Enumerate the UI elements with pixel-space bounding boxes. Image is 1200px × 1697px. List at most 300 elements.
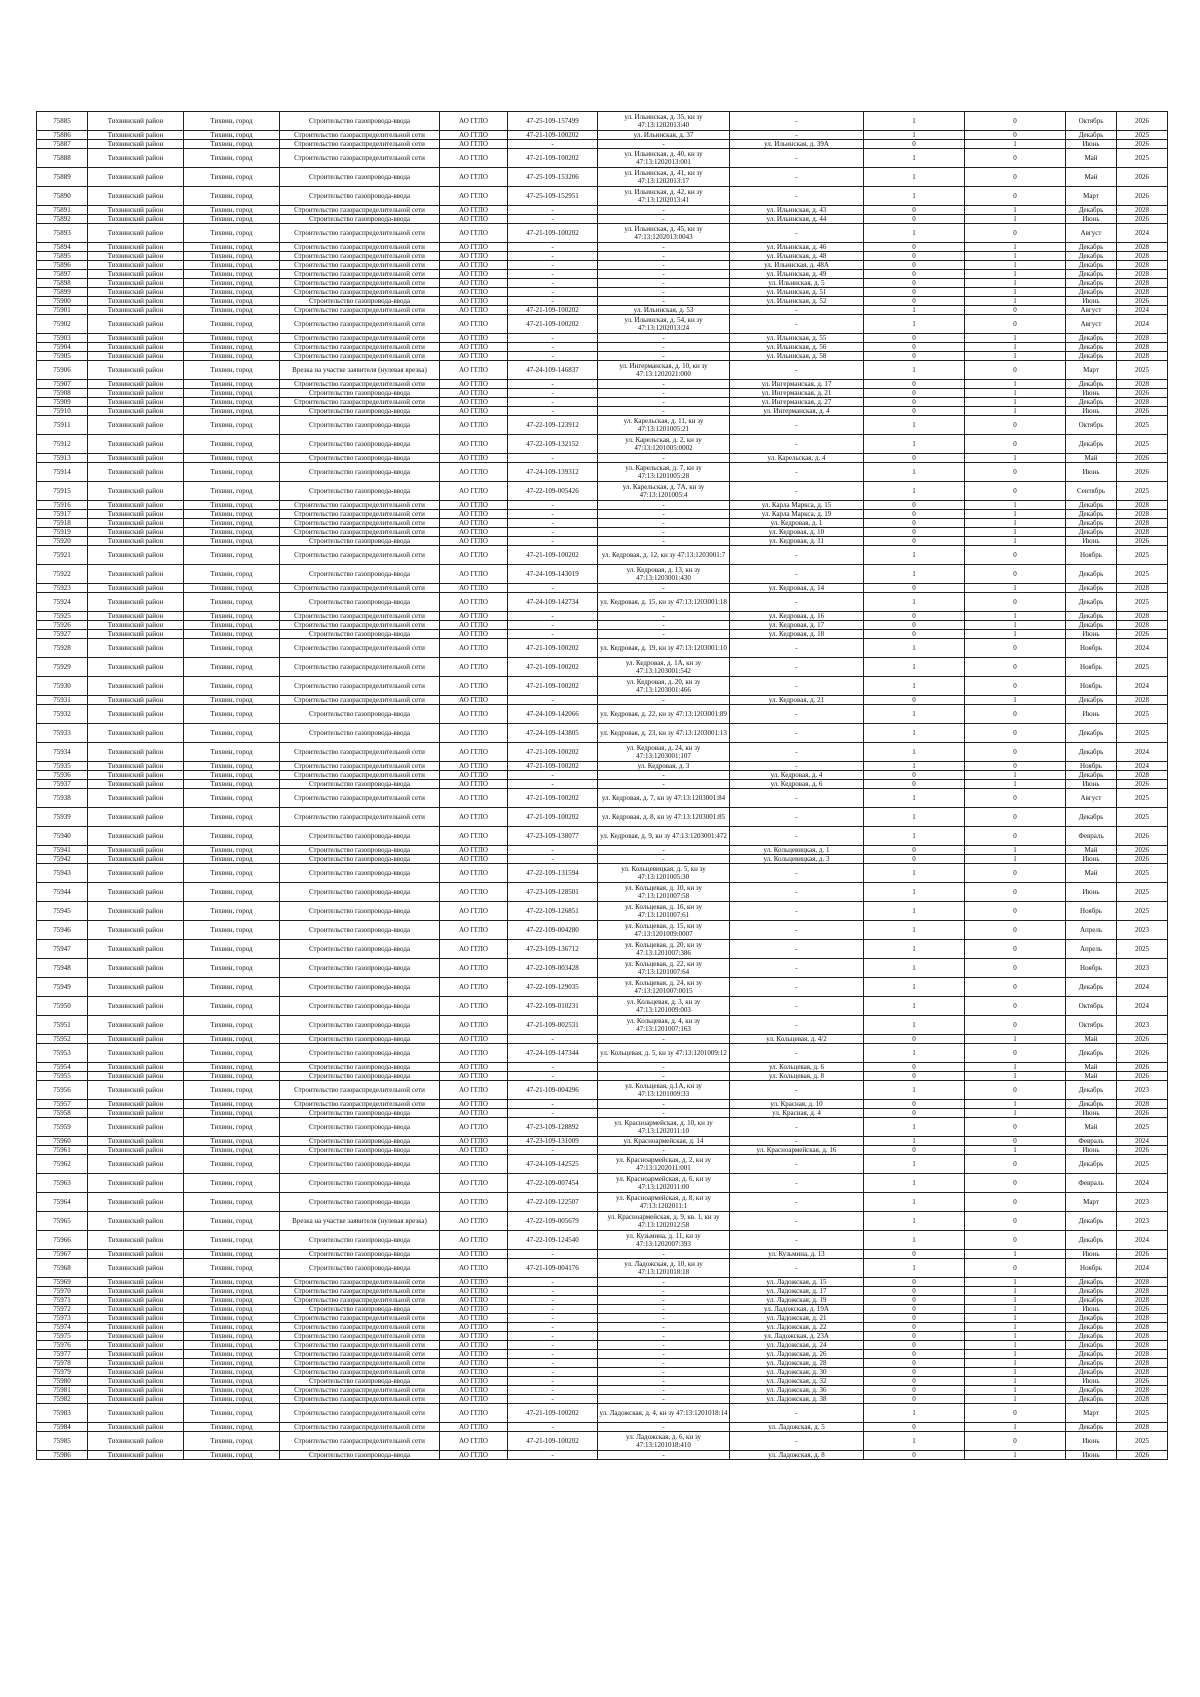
plan-flag-cell: 0 [864,215,965,224]
table-row [37,658,1168,677]
pending-flag-cell: 0 [965,940,1066,959]
settlement-cell: Тихвин, город [184,528,280,537]
year-cell: 2024 [1117,1231,1168,1250]
month-cell: Декабрь [1066,565,1117,584]
table-row [37,1146,1168,1155]
month-cell: Декабрь [1066,206,1117,215]
month-cell: Июнь [1066,215,1117,224]
district-cell: Тихвинский район [88,724,184,743]
request-number-cell: - [508,1350,598,1359]
table-row [37,435,1168,454]
settlement-cell: Тихвин, город [184,288,280,297]
district-cell: Тихвинский район [88,243,184,252]
address-cell: - [730,1118,864,1137]
request-number-cell: - [508,1287,598,1296]
district-cell: Тихвинский район [88,1137,184,1146]
address-cadastral-cell: - [598,1063,730,1072]
row-id-cell: 75939 [37,808,88,827]
plan-flag-cell: 1 [864,705,965,724]
year-cell: 2024 [1117,639,1168,658]
table-row [37,501,1168,510]
row-id-cell: 75983 [37,1404,88,1423]
address-cell: - [730,705,864,724]
row-id-cell: 75885 [37,112,88,131]
address-cadastral-cell: ул. Красноармейская, д. 2, кн зу 47:13:1202011:001 [598,1155,730,1174]
address-cadastral-cell: - [598,1423,730,1432]
year-cell: 2026 [1117,1305,1168,1314]
row-id-cell: 75950 [37,997,88,1016]
month-cell: Июнь [1066,1109,1117,1118]
address-cell: ул. Ингерманская, д. 4 [730,407,864,416]
work-type-cell: Строительство газораспределительной сети [280,352,440,361]
month-cell: Май [1066,1063,1117,1072]
organization-cell: АО ГГЛО [440,864,508,883]
address-cadastral-cell: - [598,243,730,252]
year-cell: 2028 [1117,252,1168,261]
year-cell: 2026 [1117,407,1168,416]
request-number-cell: 47-21-109-100202 [508,658,598,677]
request-number-cell: - [508,334,598,343]
plan-flag-cell: 1 [864,1404,965,1423]
plan-flag-cell: 1 [864,959,965,978]
address-cell: - [730,112,864,131]
pending-flag-cell: 1 [965,215,1066,224]
request-number-cell: - [508,1305,598,1314]
month-cell: Август [1066,315,1117,334]
month-cell: Декабрь [1066,1368,1117,1377]
settlement-cell: Тихвин, город [184,1100,280,1109]
pending-flag-cell: 1 [965,696,1066,705]
request-number-cell: - [508,243,598,252]
settlement-cell: Тихвин, город [184,1259,280,1278]
organization-cell: АО ГГЛО [440,1250,508,1259]
pending-flag-cell: 1 [965,1323,1066,1332]
address-cell: - [730,168,864,187]
plan-flag-cell: 1 [864,864,965,883]
settlement-cell: Тихвин, город [184,1395,280,1404]
row-id-cell: 75981 [37,1386,88,1395]
year-cell: 2025 [1117,1118,1168,1137]
work-type-cell: Строительство газораспределительной сети [280,510,440,519]
table-row [37,1155,1168,1174]
address-cadastral-cell: - [598,279,730,288]
pending-flag-cell: 1 [965,501,1066,510]
work-type-cell: Строительство газопровода-ввода [280,389,440,398]
month-cell: Июнь [1066,883,1117,902]
pending-flag-cell: 0 [965,959,1066,978]
plan-flag-cell: 0 [864,206,965,215]
request-number-cell: - [508,206,598,215]
year-cell: 2028 [1117,1341,1168,1350]
pending-flag-cell: 1 [965,519,1066,528]
request-number-cell: - [508,261,598,270]
district-cell: Тихвинский район [88,1451,184,1460]
settlement-cell: Тихвин, город [184,959,280,978]
request-number-cell: - [508,621,598,630]
plan-flag-cell: 0 [864,407,965,416]
work-type-cell: Строительство газопровода-ввода [280,565,440,584]
settlement-cell: Тихвин, город [184,1314,280,1323]
settlement-cell: Тихвин, город [184,519,280,528]
district-cell: Тихвинский район [88,454,184,463]
organization-cell: АО ГГЛО [440,827,508,846]
plan-flag-cell: 0 [864,1341,965,1350]
year-cell: 2028 [1117,1359,1168,1368]
table-row [37,1016,1168,1035]
work-type-cell: Строительство газораспределительной сети [280,131,440,140]
district-cell: Тихвинский район [88,206,184,215]
pending-flag-cell: 1 [965,261,1066,270]
organization-cell: АО ГГЛО [440,343,508,352]
table-row [37,1259,1168,1278]
district-cell: Тихвинский район [88,827,184,846]
row-id-cell: 75920 [37,537,88,546]
work-type-cell: Строительство газораспределительной сети [280,1081,440,1100]
year-cell: 2025 [1117,1155,1168,1174]
table-row [37,1118,1168,1137]
pending-flag-cell: 1 [965,407,1066,416]
plan-flag-cell: 0 [864,334,965,343]
address-cell: - [730,1016,864,1035]
address-cadastral-cell: - [598,1451,730,1460]
row-id-cell: 75978 [37,1359,88,1368]
table-row [37,297,1168,306]
district-cell: Тихвинский район [88,1100,184,1109]
request-number-cell: - [508,279,598,288]
plan-flag-cell: 1 [864,789,965,808]
row-id-cell: 75916 [37,501,88,510]
month-cell: Февраль [1066,1137,1117,1146]
row-id-cell: 75930 [37,677,88,696]
organization-cell: АО ГГЛО [440,501,508,510]
settlement-cell: Тихвин, город [184,762,280,771]
settlement-cell: Тихвин, город [184,978,280,997]
work-type-cell: Строительство газопровода-ввода [280,215,440,224]
address-cadastral-cell: ул. Кольцевицкая, д. 5, кн зу 47:13:1201005:30 [598,864,730,883]
settlement-cell: Тихвин, город [184,808,280,827]
table-row [37,416,1168,435]
district-cell: Тихвинский район [88,140,184,149]
table-row [37,389,1168,398]
year-cell: 2026 [1117,1044,1168,1063]
table-row [37,827,1168,846]
district-cell: Тихвинский район [88,1072,184,1081]
address-cell: - [730,658,864,677]
district-cell: Тихвинский район [88,252,184,261]
organization-cell: АО ГГЛО [440,416,508,435]
pending-flag-cell: 0 [965,1174,1066,1193]
address-cadastral-cell: ул. Кедровая, д. 7, кн зу 47:13:1203001:84 [598,789,730,808]
month-cell: Ноябрь [1066,677,1117,696]
row-id-cell: 75985 [37,1432,88,1451]
table-row [37,140,1168,149]
request-number-cell: - [508,528,598,537]
row-id-cell: 75936 [37,771,88,780]
month-cell: Май [1066,846,1117,855]
pending-flag-cell: 1 [965,1100,1066,1109]
work-type-cell: Строительство газопровода-ввода [280,1146,440,1155]
address-cadastral-cell: - [598,1109,730,1118]
district-cell: Тихвинский район [88,677,184,696]
month-cell: Декабрь [1066,435,1117,454]
address-cadastral-cell: ул. Ильинская, д. 35, кн зу 47:13:1202013:40 [598,112,730,131]
organization-cell: АО ГГЛО [440,1072,508,1081]
organization-cell: АО ГГЛО [440,1063,508,1072]
organization-cell: АО ГГЛО [440,846,508,855]
address-cell: - [730,1432,864,1451]
address-cadastral-cell: - [598,389,730,398]
request-number-cell: 47-22-109-003428 [508,959,598,978]
organization-cell: АО ГГЛО [440,131,508,140]
address-cadastral-cell: - [598,1146,730,1155]
year-cell: 2028 [1117,696,1168,705]
organization-cell: АО ГГЛО [440,398,508,407]
address-cell: ул. Карла Маркса, д. 15 [730,501,864,510]
settlement-cell: Тихвин, город [184,1386,280,1395]
district-cell: Тихвинский район [88,902,184,921]
organization-cell: АО ГГЛО [440,1423,508,1432]
organization-cell: АО ГГЛО [440,883,508,902]
address-cadastral-cell: - [598,454,730,463]
settlement-cell: Тихвин, город [184,1287,280,1296]
plan-flag-cell: 0 [864,1109,965,1118]
row-id-cell: 75928 [37,639,88,658]
table-row [37,1350,1168,1359]
district-cell: Тихвинский район [88,771,184,780]
settlement-cell: Тихвин, город [184,1368,280,1377]
work-type-cell: Строительство газораспределительной сети [280,306,440,315]
request-number-cell: - [508,846,598,855]
table-row [37,1081,1168,1100]
plan-flag-cell: 1 [864,1432,965,1451]
address-cadastral-cell: - [598,501,730,510]
district-cell: Тихвинский район [88,864,184,883]
address-cell: - [730,546,864,565]
request-number-cell: 47-24-109-143019 [508,565,598,584]
address-cell: ул. Ильинская, д. 48А [730,261,864,270]
work-type-cell: Строительство газораспределительной сети [280,252,440,261]
month-cell: Июнь [1066,140,1117,149]
address-cell: - [730,921,864,940]
district-cell: Тихвинский район [88,1278,184,1287]
pending-flag-cell: 0 [965,639,1066,658]
address-cell: - [730,762,864,771]
table-row [37,940,1168,959]
month-cell: Август [1066,306,1117,315]
organization-cell: АО ГГЛО [440,243,508,252]
row-id-cell: 75965 [37,1212,88,1231]
district-cell: Тихвинский район [88,352,184,361]
settlement-cell: Тихвин, город [184,1432,280,1451]
settlement-cell: Тихвин, город [184,1359,280,1368]
table-row [37,510,1168,519]
organization-cell: АО ГГЛО [440,1259,508,1278]
organization-cell: АО ГГЛО [440,1323,508,1332]
month-cell: Декабрь [1066,1332,1117,1341]
settlement-cell: Тихвин, город [184,398,280,407]
district-cell: Тихвинский район [88,416,184,435]
address-cadastral-cell: - [598,584,730,593]
organization-cell: АО ГГЛО [440,565,508,584]
row-id-cell: 75963 [37,1174,88,1193]
pending-flag-cell: 0 [965,864,1066,883]
district-cell: Тихвинский район [88,361,184,380]
district-cell: Тихвинский район [88,1259,184,1278]
table-row [37,1044,1168,1063]
month-cell: Август [1066,224,1117,243]
plan-flag-cell: 1 [864,593,965,612]
address-cell: - [730,435,864,454]
table-row [37,279,1168,288]
pending-flag-cell: 0 [965,1044,1066,1063]
address-cadastral-cell: ул. Ильинская, д. 45, кн зу 47:13:1202013:0043 [598,224,730,243]
row-id-cell: 75974 [37,1323,88,1332]
pending-flag-cell: 1 [965,612,1066,621]
plan-flag-cell: 0 [864,1146,965,1155]
request-number-cell: 47-22-109-129035 [508,978,598,997]
organization-cell: АО ГГЛО [440,270,508,279]
address-cell: ул. Ладожская, д. 26 [730,1350,864,1359]
row-id-cell: 75899 [37,288,88,297]
address-cell: - [730,306,864,315]
address-cell: - [730,1404,864,1423]
plan-flag-cell: 0 [864,1359,965,1368]
organization-cell: АО ГГЛО [440,1451,508,1460]
pending-flag-cell: 0 [965,978,1066,997]
address-cell: ул. Ладожская, д. 21 [730,1314,864,1323]
table-row [37,1231,1168,1250]
row-id-cell: 75933 [37,724,88,743]
plan-flag-cell: 0 [864,1305,965,1314]
work-type-cell: Строительство газораспределительной сети [280,1341,440,1350]
month-cell: Ноябрь [1066,546,1117,565]
organization-cell: АО ГГЛО [440,380,508,389]
pending-flag-cell: 0 [965,1137,1066,1146]
address-cell: ул. Ильинская, д. 44 [730,215,864,224]
request-number-cell: 47-22-109-122507 [508,1193,598,1212]
request-number-cell: - [508,270,598,279]
table-row [37,352,1168,361]
table-row [37,215,1168,224]
organization-cell: АО ГГЛО [440,1118,508,1137]
address-cell: ул. Ладожская, д. 36 [730,1386,864,1395]
work-type-cell: Строительство газораспределительной сети [280,288,440,297]
district-cell: Тихвинский район [88,389,184,398]
table-row [37,743,1168,762]
district-cell: Тихвинский район [88,584,184,593]
month-cell: Декабрь [1066,724,1117,743]
year-cell: 2028 [1117,519,1168,528]
plan-flag-cell: 1 [864,940,965,959]
year-cell: 2023 [1117,1016,1168,1035]
district-cell: Тихвинский район [88,593,184,612]
settlement-cell: Тихвин, город [184,352,280,361]
pending-flag-cell: 1 [965,1332,1066,1341]
organization-cell: АО ГГЛО [440,677,508,696]
address-cell: - [730,864,864,883]
address-cadastral-cell: ул. Кольцевая, д. 20, кн зу 47:13:1201007:386 [598,940,730,959]
row-id-cell: 75955 [37,1072,88,1081]
month-cell: Декабрь [1066,1395,1117,1404]
month-cell: Декабрь [1066,352,1117,361]
year-cell: 2025 [1117,705,1168,724]
pending-flag-cell: 1 [965,1341,1066,1350]
year-cell: 2024 [1117,1259,1168,1278]
year-cell: 2026 [1117,215,1168,224]
address-cadastral-cell: - [598,288,730,297]
organization-cell: АО ГГЛО [440,224,508,243]
organization-cell: АО ГГЛО [440,1341,508,1350]
address-cell: - [730,482,864,501]
month-cell: Ноябрь [1066,762,1117,771]
table-row [37,206,1168,215]
work-type-cell: Строительство газораспределительной сети [280,343,440,352]
pending-flag-cell: 1 [965,334,1066,343]
settlement-cell: Тихвин, город [184,883,280,902]
work-type-cell: Строительство газопровода-ввода [280,855,440,864]
request-number-cell: - [508,1063,598,1072]
address-cadastral-cell: ул. Красноармейская, д. 6, кн зу 47:13:1202011:00 [598,1174,730,1193]
pending-flag-cell: 0 [965,789,1066,808]
organization-cell: АО ГГЛО [440,1100,508,1109]
district-cell: Тихвинский район [88,482,184,501]
row-id-cell: 75975 [37,1332,88,1341]
month-cell: Май [1066,1035,1117,1044]
address-cadastral-cell: - [598,771,730,780]
pending-flag-cell: 0 [965,315,1066,334]
row-id-cell: 75890 [37,187,88,206]
table-row [37,519,1168,528]
pending-flag-cell: 1 [965,140,1066,149]
row-id-cell: 75911 [37,416,88,435]
organization-cell: АО ГГЛО [440,1368,508,1377]
pending-flag-cell: 0 [965,997,1066,1016]
pending-flag-cell: 1 [965,343,1066,352]
row-id-cell: 75905 [37,352,88,361]
row-id-cell: 75982 [37,1395,88,1404]
request-number-cell: - [508,584,598,593]
month-cell: Май [1066,149,1117,168]
pending-flag-cell: 1 [965,297,1066,306]
month-cell: Февраль [1066,827,1117,846]
address-cadastral-cell: - [598,510,730,519]
request-number-cell: 47-24-109-142066 [508,705,598,724]
pending-flag-cell: 0 [965,762,1066,771]
year-cell: 2028 [1117,279,1168,288]
table-row [37,780,1168,789]
district-cell: Тихвинский район [88,780,184,789]
request-number-cell: 47-22-109-005426 [508,482,598,501]
month-cell: Декабрь [1066,1323,1117,1332]
row-id-cell: 75953 [37,1044,88,1063]
year-cell: 2024 [1117,1137,1168,1146]
organization-cell: АО ГГЛО [440,1386,508,1395]
table-row [37,584,1168,593]
work-type-cell: Строительство газопровода-ввода [280,997,440,1016]
settlement-cell: Тихвин, город [184,827,280,846]
request-number-cell: - [508,1395,598,1404]
settlement-cell: Тихвин, город [184,1323,280,1332]
district-cell: Тихвинский район [88,528,184,537]
settlement-cell: Тихвин, город [184,407,280,416]
district-cell: Тихвинский район [88,1035,184,1044]
plan-flag-cell: 1 [864,921,965,940]
row-id-cell: 75949 [37,978,88,997]
settlement-cell: Тихвин, город [184,435,280,454]
request-number-cell: 47-21-109-100202 [508,546,598,565]
address-cell: - [730,997,864,1016]
plan-flag-cell: 0 [864,279,965,288]
